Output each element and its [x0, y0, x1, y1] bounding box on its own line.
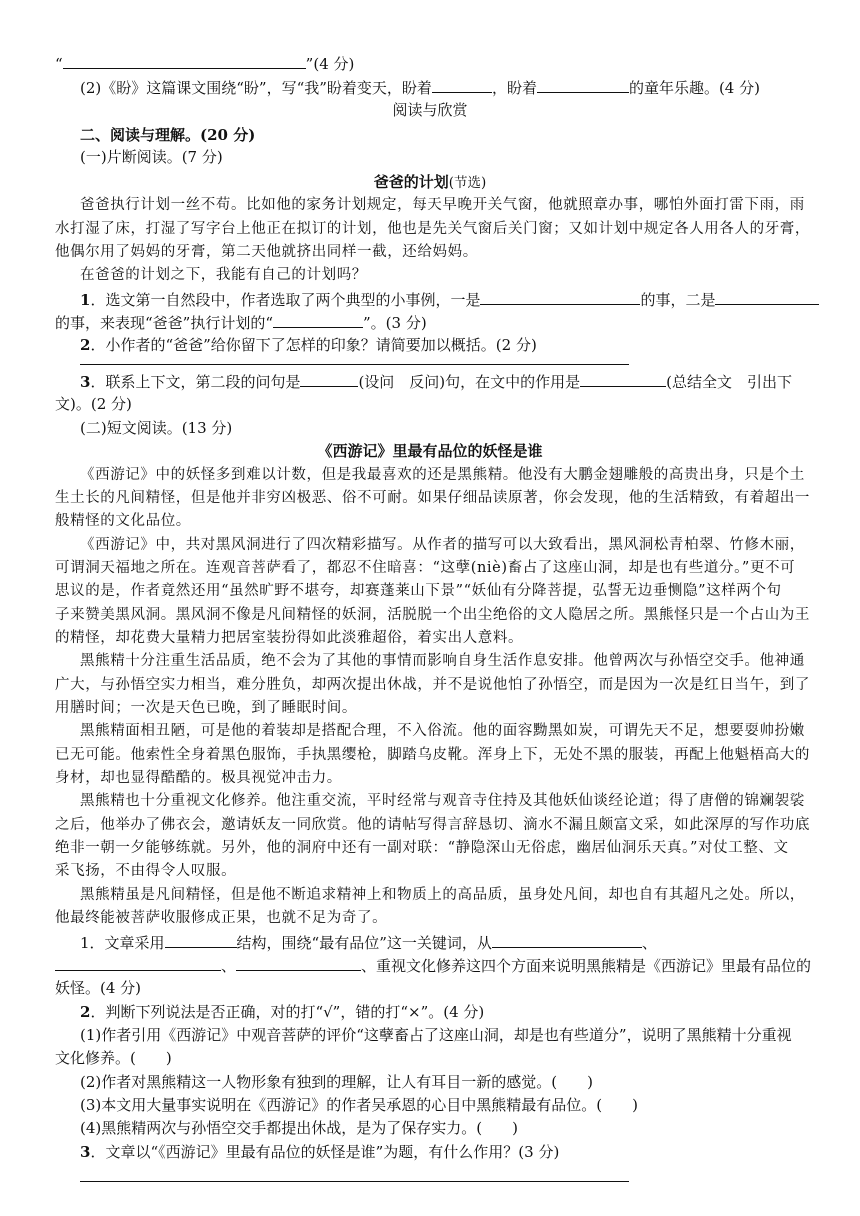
passage1-line: 爸爸执行计划一丝不苟。比如他的家务计划规定，每天早晚开关气窗，他就照章办事，哪怕外面打雷下雨，雨 [80, 197, 805, 213]
passage2-line: 生土长的凡间精怪，但是他并非穷凶极恶、俗不可耐。如果仔细品读原著，你会发现，他的生活精致，有着超出一 [55, 490, 810, 506]
part1-label: (一)片断阅读。(7 分) [80, 148, 223, 166]
answer-blank[interactable] [273, 311, 363, 328]
passage2-line: 用膳时间；一次是天色已晚，到了睡眠时间。 [55, 700, 357, 716]
passage2-title: 《西游记》里最有品位的妖怪是谁 [317, 442, 543, 460]
p2-question-2: 2．判断下列说法是否正确，对的打“√”，错的打“×”。(4 分) [80, 1003, 485, 1021]
passage1-title: 爸爸的计划(节选) [373, 173, 487, 191]
answer-blank[interactable] [63, 52, 306, 69]
answer-blank[interactable] [480, 288, 640, 305]
p2-question-3: 3．文章以“《西游记》里最有品位的妖怪是谁”为题，有什么作用？(3 分) [80, 1143, 560, 1161]
passage2-line: 之后，他举办了佛衣会，邀请妖友一同欣赏。他的请帖写得言辞恳切、滴水不漏且颇富文采，如此深厚的写作功底 [55, 817, 810, 833]
passage2-line: 思议的是，作者竟然还用“虽然旷野不堪夸，却赛蓬莱山下景”“妖仙有分降菩提，弘誓无边垂恻隐”这样两个句 [55, 583, 782, 599]
answer-blank[interactable] [492, 931, 642, 948]
q1-answer-line: “ ”(4 分) [55, 52, 808, 76]
passage2-line: 《西游记》中的妖怪多到难以计数，但是我最喜欢的还是黑熊精。他没有大鹏金翅雕般的高贵出身，只是个土 [80, 467, 805, 483]
p1-question-2: 2．小作者的“爸爸”给你留下了怎样的印象？请简要加以概括。(2 分) [80, 336, 537, 354]
section-heading: 二、阅读与理解。(20 分) [80, 126, 256, 144]
p1-question-1: 1．选文第一自然段中，作者选取了两个典型的小事例，一是 的事，二是 [80, 288, 808, 312]
section-label: 阅读与欣赏 [392, 101, 468, 119]
passage2-line: 子来赞美黑风洞。黑风洞不像是凡间精怪的妖洞，活脱脱一个出尘绝俗的文人隐居之所。黑熊怪只是一个占山为王 [55, 607, 810, 623]
p1-question-3: 3．联系上下文，第二段的问句是 (设问 反问)句，在文中的作用是 (总结全文 引出下 [80, 370, 808, 394]
answer-blank[interactable] [432, 76, 492, 93]
passage2-line: 的精怪，却花费大量精力把居室装扮得如此淡雅超俗，着实出人意料。 [55, 630, 524, 646]
answer-blank[interactable] [165, 931, 237, 948]
p2-question-1: 1．文章采用 结构，围绕“最有品位”这一关键词，从 、 [80, 931, 808, 955]
passage2-line: 黑熊精也十分重视文化修养。他注重交流，平时经常与观音寺住持及其他妖仙谈经论道；得了唐僧的锦斓袈裟 [80, 793, 805, 809]
judge-item: (1)作者引用《西游记》中观音菩萨的评价“这孽畜占了这座山洞，却是也有些道分”，说明了黑熊精十分重视 [80, 1026, 792, 1044]
passage1-line: 在爸爸的计划之下，我能有自己的计划吗？ [80, 267, 367, 283]
passage1-line: 他偶尔用了妈妈的牙膏，第二天他就挤出同样一截，还给妈妈。 [55, 244, 478, 260]
passage2-line: 可谓洞天福地之所在。连观音菩萨看了，都忍不住暗喜：“这孽(niè)畜占了这座山洞，却是也有些道分。”更不可 [55, 560, 796, 576]
answer-blank[interactable] [300, 370, 358, 387]
answer-blank[interactable] [715, 288, 819, 305]
passage2-line: 黑熊精面相丑陋，可是他的着装却是搭配合理，不入俗流。他的面容黝黑如炭，可谓先天不足，想要耍帅扮嫩 [80, 723, 805, 739]
passage2-line: 《西游记》中，共对黑风洞进行了四次精彩描写。从作者的描写可以大致看出，黑风洞松青柏翠、竹修木丽， [80, 537, 805, 553]
passage2-line: 般精怪的文化品位。 [55, 513, 191, 529]
passage1-line: 水打湿了床，打湿了写字台上他正在拟订的计划，他也是先关气窗后关门窗；又如计划中规定各人用各人的牙膏， [55, 221, 810, 237]
p1-question-1-cont: 的事，来表现“爸爸”执行计划的“ ”。(3 分) [55, 311, 808, 335]
passage2-line: 采飞扬，不由得令人叹服。 [55, 863, 237, 879]
p2-question-1-end: 妖怪。(4 分) [55, 979, 142, 997]
judge-item-cont[interactable]: 文化修养。( ) [55, 1049, 172, 1067]
passage2-line: 广大，与孙悟空实力相当，难分胜负，却两次提出休战，并不是说他怕了孙悟空，而是因为一次是红日当午，到了 [55, 677, 810, 693]
answer-blank[interactable] [580, 370, 666, 387]
judge-item[interactable]: (2)作者对黑熊精这一人物形象有独到的理解，让人有耳目一新的感觉。( ) [80, 1073, 593, 1091]
passage2-line: 身材，却也显得酷酷的。极具视觉冲击力。 [55, 770, 342, 786]
answer-blank[interactable] [537, 76, 629, 93]
part2-label: (二)短文阅读。(13 分) [80, 419, 233, 437]
answer-blank[interactable] [236, 954, 361, 971]
answer-line[interactable] [80, 1181, 629, 1182]
p2-question-1-cont: 、 、重视文化修养这四个方面来说明黑熊精是《西游记》里最有品位的 [55, 954, 808, 978]
passage2-line: 黑熊精十分注重生活品质，绝不会为了其他的事情而影响自身生活作息安排。他曾两次与孙悟空交手。他神通 [80, 653, 805, 669]
answer-blank[interactable] [55, 954, 221, 971]
judge-item[interactable]: (3)本文用大量事实说明在《西游记》的作者吴承恩的心目中黑熊精最有品位。( ) [80, 1096, 638, 1114]
judge-item[interactable]: (4)黑熊精两次与孙悟空交手都提出休战，是为了保存实力。( ) [80, 1119, 518, 1137]
answer-line[interactable] [80, 364, 629, 365]
passage2-line: 已无可能。他索性全身着黑色服饰，手执黑缨枪，脚踏乌皮靴。浑身上下，无处不黑的服装，再配上他魁梧高大的 [55, 747, 810, 763]
passage2-line: 他最终能被菩萨收服修成正果，也就不足为奇了。 [55, 910, 388, 926]
passage2-line: 绝非一朝一夕能够练就。另外，他的洞府中还有一副对联：“静隐深山无俗虑，幽居仙洞乐天真。”对仗工整、文 [55, 840, 789, 856]
q2-question: (2)《盼》这篇课文围绕“盼”，写“我”盼着变天，盼着 ，盼着 的童年乐趣。(4 分) [80, 76, 808, 100]
p1-question-3-cont: 文)。(2 分) [55, 395, 132, 413]
passage2-line: 黑熊精虽是凡间精怪，但是他不断追求精神上和物质上的高品质，虽身处凡间，却也自有其超凡之处。所以， [80, 887, 805, 903]
